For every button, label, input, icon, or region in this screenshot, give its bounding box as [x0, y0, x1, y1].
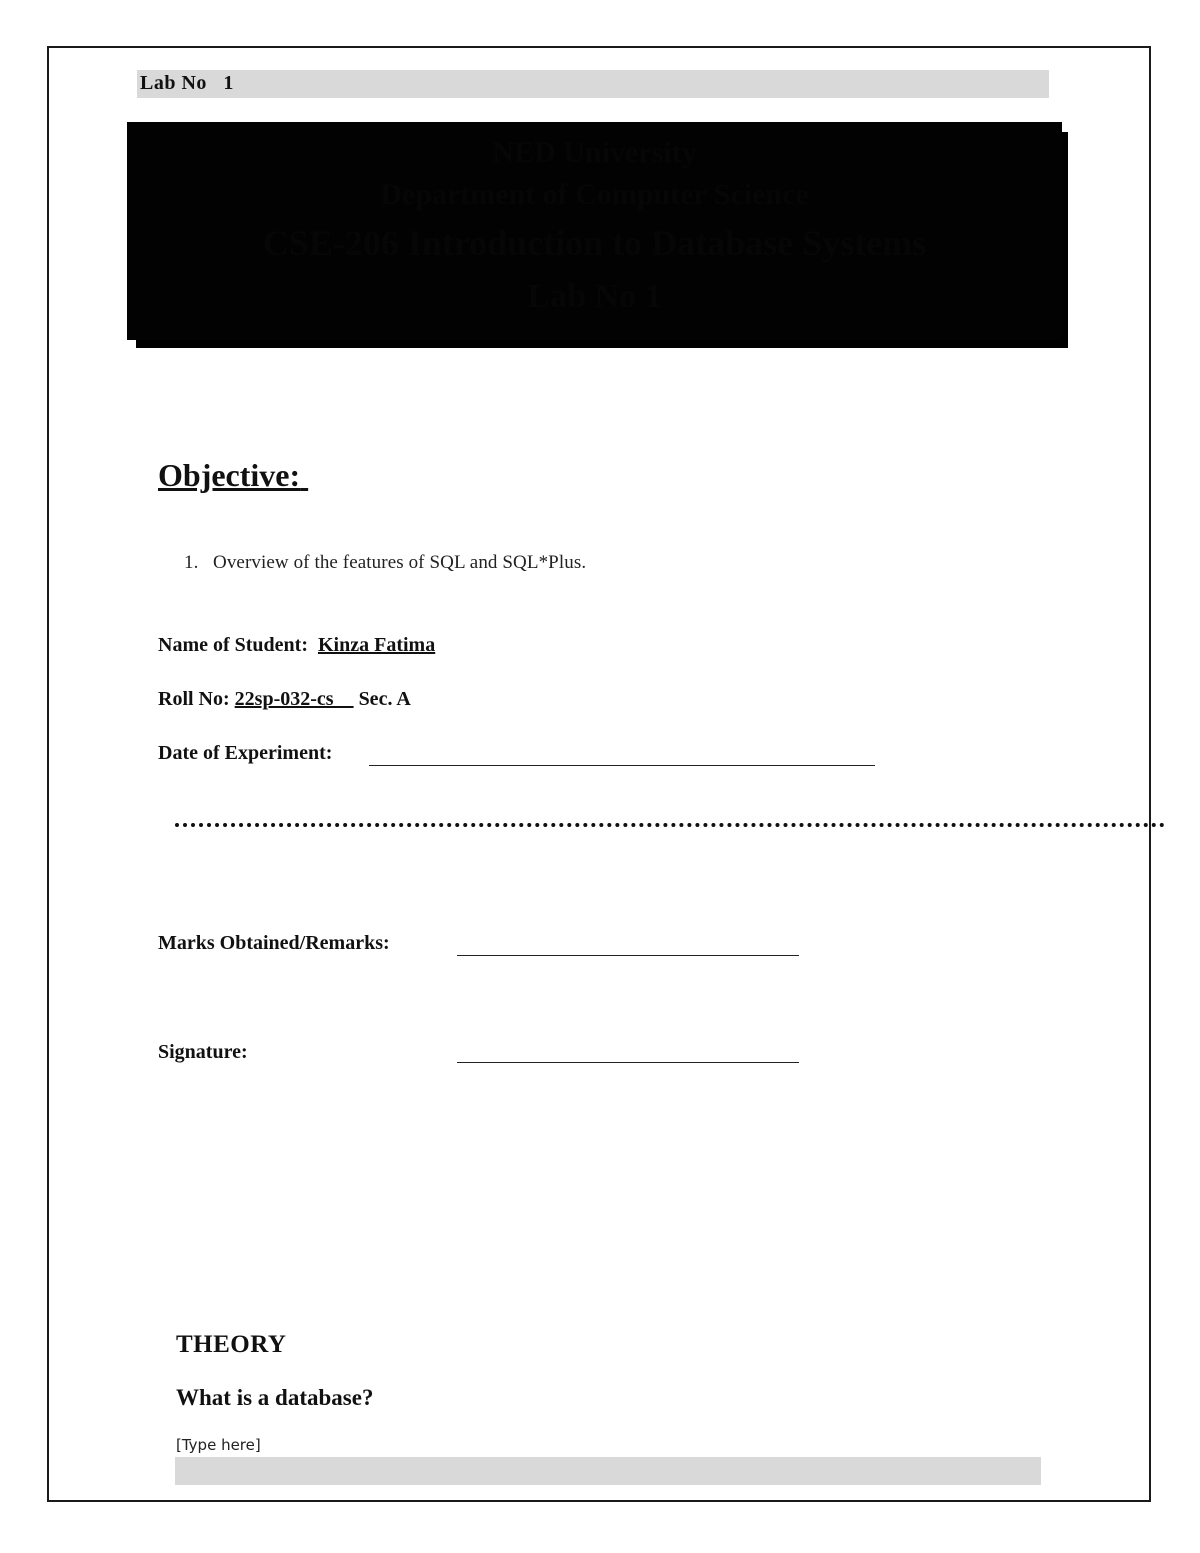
- objective-heading-trailing: [300, 457, 308, 493]
- objective-heading-text: Objective:: [158, 457, 301, 493]
- signature-label: Signature:: [158, 1041, 248, 1063]
- banner-line-course: CSE-206 Introduction to Database Systems: [262, 223, 927, 263]
- type-here-placeholder[interactable]: [Type here]: [176, 1436, 261, 1454]
- theory-heading: THEORY: [176, 1331, 287, 1358]
- roll-number-label: Roll No:: [158, 688, 235, 710]
- marks-remarks-blank[interactable]: [457, 955, 799, 956]
- banner-line-lab: Lab No 1: [527, 278, 662, 315]
- student-name-row: [158, 634, 435, 657]
- roll-number-row: [158, 688, 411, 711]
- header-highlight-bar: [137, 70, 1049, 98]
- student-name-value: Kinza Fatima: [318, 634, 436, 656]
- title-banner: [127, 122, 1062, 340]
- banner-line-institution: NED University: [492, 136, 697, 169]
- signature-blank[interactable]: [457, 1062, 799, 1063]
- marks-remarks-label: Marks Obtained/Remarks:: [158, 932, 390, 954]
- roll-number-value: 22sp-032-cs: [234, 688, 354, 710]
- date-of-experiment-blank[interactable]: [369, 765, 875, 766]
- student-name-label: Name of Student:: [158, 634, 318, 656]
- banner-line-department: Department of Computer Science: [380, 178, 809, 211]
- section-label: Sec. A: [353, 688, 411, 710]
- theory-question: What is a database?: [176, 1385, 374, 1410]
- section-divider: [175, 823, 1165, 827]
- date-of-experiment-label: Date of Experiment:: [158, 742, 338, 764]
- objective-heading: [158, 457, 308, 494]
- objective-list-item: 1. Overview of the features of SQL and SQL*Plus.: [184, 552, 587, 573]
- footer-highlight-bar: [175, 1457, 1041, 1485]
- lab-number-label: Lab No 1: [140, 72, 234, 94]
